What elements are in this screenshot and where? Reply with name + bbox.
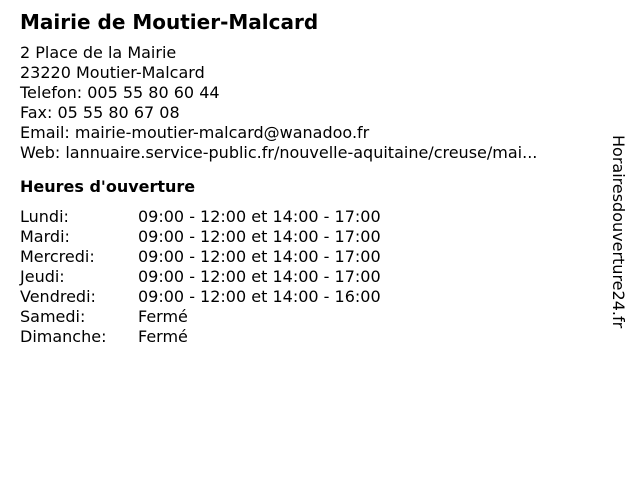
web-link[interactable]: lannuaire.service-public.fr/nouvelle-aquitaine/creuse/mai...: [65, 143, 538, 162]
office-card: [20, 10, 610, 347]
day-label: Mercredi:: [20, 247, 95, 266]
city-address: 23220 Moutier-Malcard: [20, 63, 205, 82]
hours-row-monday: [20, 207, 610, 227]
hours-value: Fermé: [138, 307, 188, 326]
hours-row-friday: [20, 287, 610, 307]
day-label: Jeudi:: [20, 267, 65, 286]
day-label: Dimanche:: [20, 327, 107, 346]
street-address: 2 Place de la Mairie: [20, 43, 177, 62]
page-title: Mairie de Moutier-Malcard: [20, 10, 319, 34]
fax-number: Fax: 05 55 80 67 08: [20, 103, 180, 122]
hours-table: [20, 207, 610, 347]
web-row: [20, 143, 610, 163]
hours-value: 09:00 - 12:00 et 14:00 - 17:00: [138, 227, 381, 246]
web-label: Web:: [20, 143, 66, 162]
email-link[interactable]: mairie-moutier-malcard@wanadoo.fr: [74, 123, 370, 142]
hours-value: 09:00 - 12:00 et 14:00 - 17:00: [138, 247, 381, 266]
phone-number: Telefon: 005 55 80 60 44: [20, 83, 220, 102]
hours-value: 09:00 - 12:00 et 14:00 - 16:00: [138, 287, 381, 306]
day-label: Lundi:: [20, 207, 69, 226]
day-label: Mardi:: [20, 227, 70, 246]
day-label: Samedi:: [20, 307, 86, 326]
hours-value: 09:00 - 12:00 et 14:00 - 17:00: [138, 267, 381, 286]
hours-value: 09:00 - 12:00 et 14:00 - 17:00: [138, 207, 381, 226]
hours-row-wednesday: [20, 247, 610, 267]
hours-heading: Heures d'ouverture: [20, 177, 196, 196]
hours-row-saturday: [20, 307, 610, 327]
hours-row-tuesday: [20, 227, 610, 247]
hours-row-thursday: [20, 267, 610, 287]
email-label: Email:: [20, 123, 75, 142]
hours-row-sunday: [20, 327, 610, 347]
hours-value: Fermé: [138, 327, 188, 346]
email-row: [20, 123, 610, 143]
site-watermark: Horairesdouverture24.fr: [609, 135, 628, 329]
day-label: Vendredi:: [20, 287, 96, 306]
